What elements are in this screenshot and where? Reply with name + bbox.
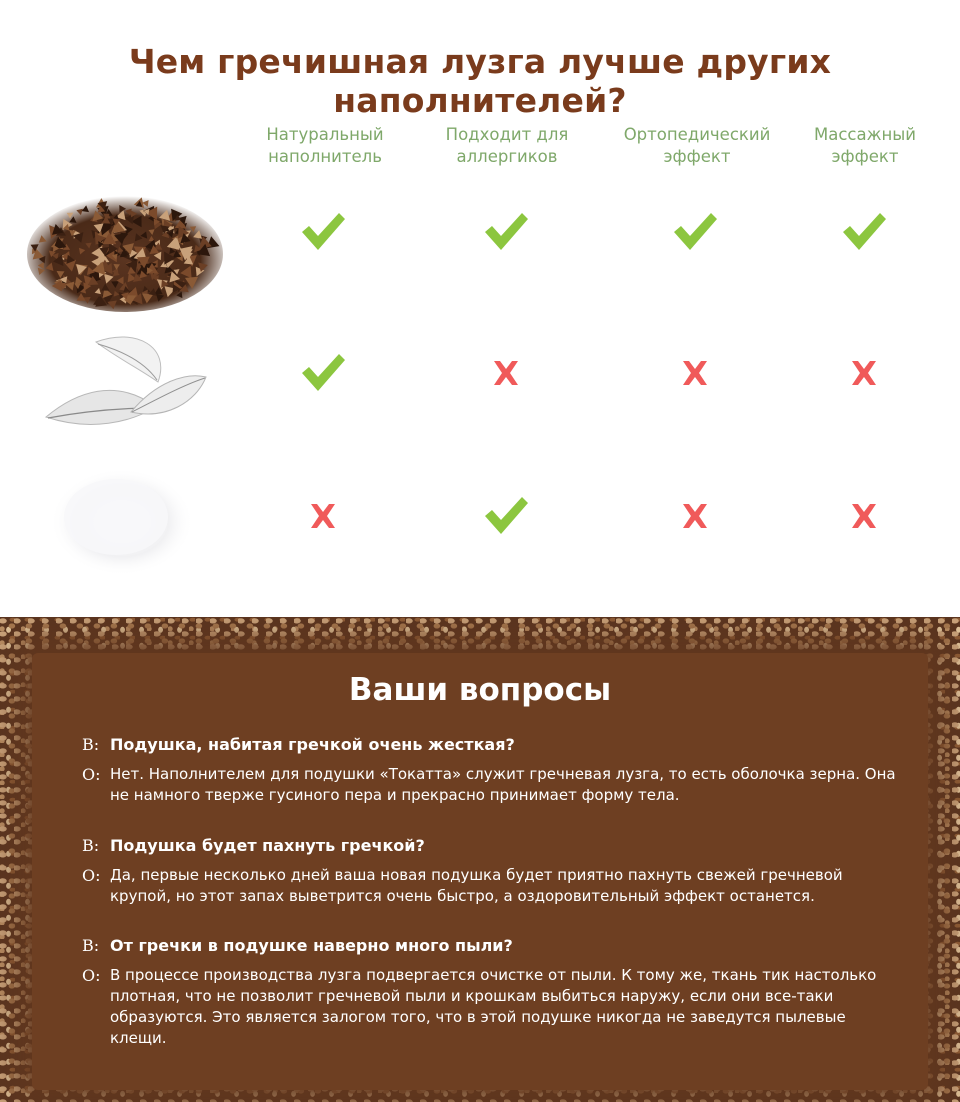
column-header-orthopedic: Ортопедический эффект <box>623 125 771 166</box>
cross-icon <box>671 494 719 538</box>
faq-answer: Да, первые несколько дней ваша новая подушка будет приятно пахнуть свежей гречневой крупой, но этот запах выветрится очень быстро, а оздоровительный эффект останется. <box>110 866 843 905</box>
check-icon <box>482 494 530 538</box>
faq-item <box>82 734 902 806</box>
check-icon <box>671 210 719 254</box>
synthetic-fluff-image <box>46 462 196 580</box>
answer-marker: О: <box>82 765 101 784</box>
faq-answer: В процессе производства лузга подвергается очистке от пыли. К тому же, ткань тик настолько плотная, что не позволит гречневой пыли и крошкам выбиться наружу, если они все-таки образуются. Это является залогом того, что в этой подушке никогда не заведутся пылевые клещи. <box>110 966 877 1047</box>
faq-question: От гречки в подушке наверно много пыли? <box>110 936 513 955</box>
feathers-image <box>36 322 214 442</box>
faq-title: Ваши вопросы <box>348 672 612 708</box>
question-marker: В: <box>82 836 100 855</box>
cross-icon <box>840 351 888 395</box>
column-header-natural: Натуральный наполнитель <box>266 125 384 166</box>
check-icon <box>299 210 347 254</box>
comparison-title: Чем гречишная лузга лучше других наполнителей? <box>128 42 832 120</box>
faq-item <box>82 935 902 1049</box>
cross-icon <box>671 351 719 395</box>
faq-question: Подушка будет пахнуть гречкой? <box>110 836 425 855</box>
column-header-allergy: Подходит для аллергиков <box>445 125 569 166</box>
cross-icon <box>299 494 347 538</box>
faq-question: Подушка, набитая гречкой очень жесткая? <box>110 735 515 754</box>
question-marker: В: <box>82 936 100 955</box>
faq-item <box>82 835 902 907</box>
faq-answer: Нет. Наполнителем для подушки «Токатта» служит гречневая лузга, то есть оболочка зерна. Она не намного тверже гусиного пера и прекрасно принимает форму тела. <box>110 765 896 804</box>
buckwheat-husk-image <box>22 182 228 317</box>
cross-icon <box>840 494 888 538</box>
check-icon <box>840 210 888 254</box>
answer-marker: О: <box>82 966 101 985</box>
check-icon <box>482 210 530 254</box>
column-header-massage: Массажный эффект <box>813 125 916 166</box>
cross-icon <box>482 351 530 395</box>
answer-marker: О: <box>82 866 101 885</box>
check-icon <box>299 351 347 395</box>
question-marker: В: <box>82 735 100 754</box>
